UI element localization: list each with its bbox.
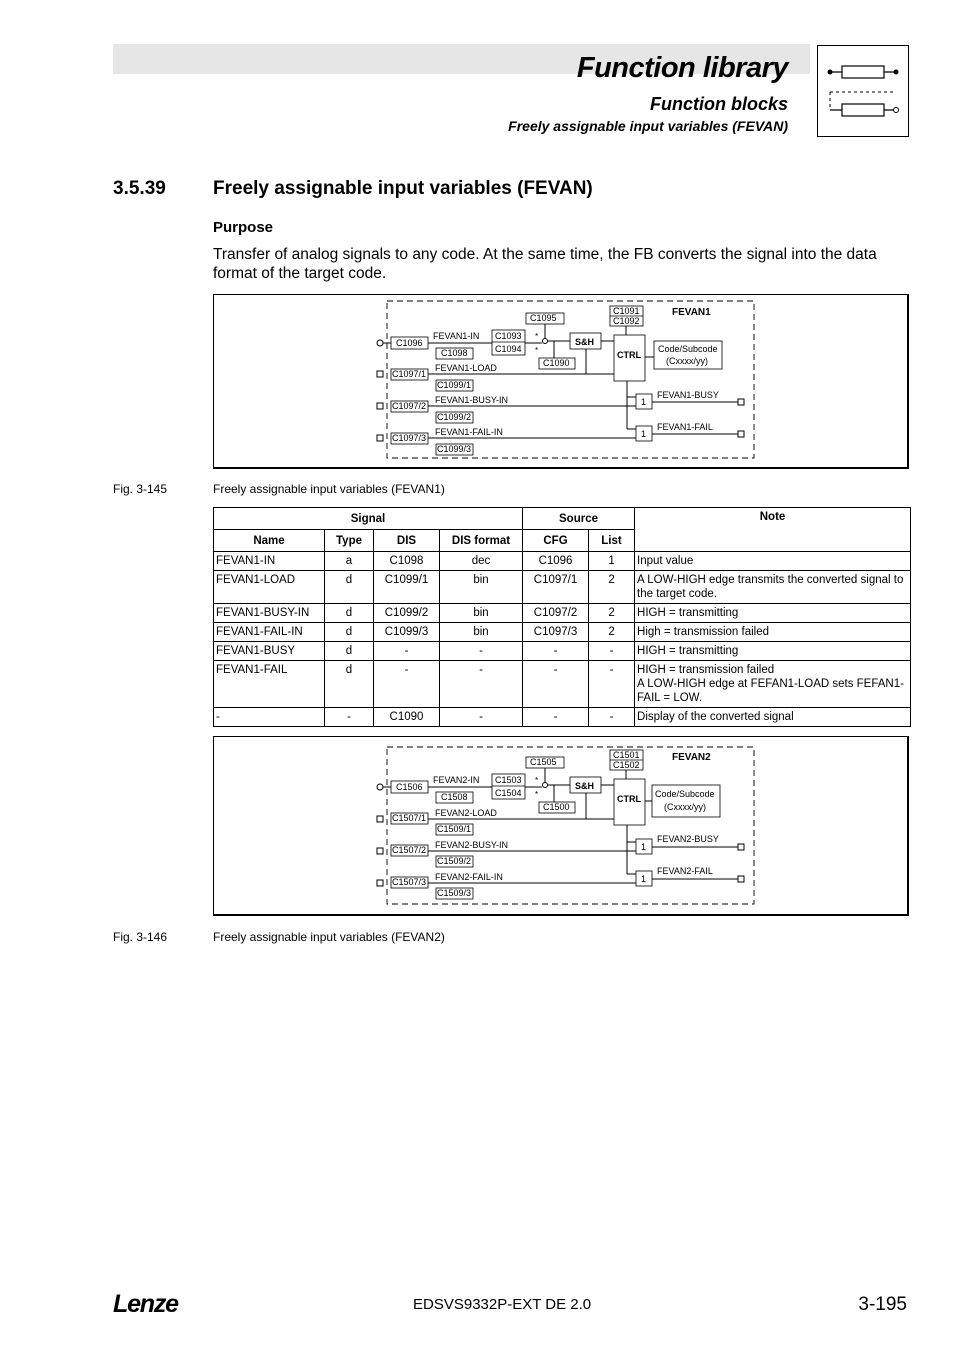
svg-text:1: 1: [641, 429, 647, 439]
figure-number: Fig. 3-145: [113, 482, 168, 496]
svg-text:C1501: C1501: [613, 750, 640, 760]
svg-text:C1098: C1098: [441, 348, 468, 358]
svg-text:C1091: C1091: [613, 306, 640, 316]
svg-text:C1505: C1505: [530, 757, 557, 767]
table-cell-name: FEVAN1-LOAD: [214, 571, 325, 604]
purpose-text: Transfer of analog signals to any code. At the same time, the FB converts the signal into the data format of the target code.: [213, 246, 877, 282]
svg-text:C1097/1: C1097/1: [392, 369, 427, 379]
svg-text:C1095: C1095: [530, 313, 557, 323]
table-cell-dis: -: [374, 642, 440, 661]
table-cell-note: Input value: [635, 552, 911, 571]
table-cell-dis: C1099/2: [374, 604, 440, 623]
svg-text:CTRL: CTRL: [617, 794, 641, 804]
svg-text:FEVAN2-IN: FEVAN2-IN: [433, 775, 480, 785]
svg-text:C1093: C1093: [495, 331, 522, 341]
table-cell-note: Display of the converted signal: [635, 708, 911, 727]
table-header-dis-format: DIS format: [440, 530, 523, 552]
svg-text:FEVAN1-FAIL: FEVAN1-FAIL: [657, 422, 713, 432]
table-cell-dis: -: [374, 661, 440, 708]
table-cell-cfg: C1097/1: [523, 571, 589, 604]
svg-text:C1500: C1500: [543, 802, 570, 812]
table-cell-fmt: -: [440, 661, 523, 708]
document-id: EDSVS9332P-EXT DE 2.0: [413, 1296, 592, 1313]
table-cell-type: d: [325, 604, 374, 623]
table-cell-name: -: [214, 708, 325, 727]
table-cell-type: d: [325, 642, 374, 661]
svg-text:C1508: C1508: [441, 792, 468, 802]
table-cell-name: FEVAN1-BUSY-IN: [214, 604, 325, 623]
svg-text:CTRL: CTRL: [617, 350, 641, 360]
table-cell-list: -: [589, 661, 635, 708]
table-header-type: Type: [325, 530, 374, 552]
svg-text:C1099/1: C1099/1: [437, 380, 472, 390]
svg-text:C1502: C1502: [613, 760, 640, 770]
svg-text:C1507/1: C1507/1: [392, 813, 427, 823]
svg-text:C1094: C1094: [495, 344, 522, 354]
svg-text:C1503: C1503: [495, 775, 522, 785]
table-cell-cfg: C1097/2: [523, 604, 589, 623]
svg-text:C1099/3: C1099/3: [437, 444, 472, 454]
table-cell-list: -: [589, 642, 635, 661]
section-number: 3.5.39: [113, 178, 166, 199]
svg-text:FEVAN2-LOAD: FEVAN2-LOAD: [435, 808, 497, 818]
table-cell-note: HIGH = transmitting: [635, 604, 911, 623]
figure-caption-2: Freely assignable input variables (FEVAN2): [213, 930, 445, 944]
table-row: [214, 708, 911, 727]
table-row: [214, 552, 911, 571]
table-cell-note: A LOW-HIGH edge transmits the converted signal to the target code.: [635, 571, 911, 604]
svg-text:C1509/2: C1509/2: [437, 856, 472, 866]
table-header-note: Note: [635, 508, 911, 552]
page-title: Function library: [576, 52, 788, 84]
svg-text:C1507/3: C1507/3: [392, 877, 427, 887]
table-cell-note: High = transmission failed: [635, 623, 911, 642]
svg-text:Code/Subcode: Code/Subcode: [655, 789, 715, 799]
table-cell-name: FEVAN1-BUSY: [214, 642, 325, 661]
table-cell-type: d: [325, 571, 374, 604]
figure-caption: Freely assignable input variables (FEVAN1): [213, 482, 445, 496]
svg-text:(Cxxxx/yy): (Cxxxx/yy): [666, 356, 708, 366]
svg-text:1: 1: [641, 874, 647, 884]
table-cell-type: -: [325, 708, 374, 727]
svg-text:FEVAN2-BUSY: FEVAN2-BUSY: [657, 834, 719, 844]
lenze-logo: Lenze: [113, 1290, 178, 1318]
svg-text:*: *: [535, 332, 539, 341]
table-cell-dis: C1098: [374, 552, 440, 571]
svg-text:C1097/3: C1097/3: [392, 433, 427, 443]
svg-text:1: 1: [641, 842, 647, 852]
table-cell-list: 2: [589, 604, 635, 623]
svg-text:C1090: C1090: [543, 358, 570, 368]
fevan2-block-diagram: [213, 736, 909, 916]
table-cell-note: HIGH = transmission failed A LOW-HIGH edge at FEFAN1-LOAD sets FEFAN1-FAIL = LOW.: [635, 661, 911, 708]
svg-text:C1099/2: C1099/2: [437, 412, 472, 422]
svg-text:*: *: [535, 346, 539, 355]
svg-text:FEVAN2-BUSY-IN: FEVAN2-BUSY-IN: [435, 840, 509, 850]
svg-text:FEVAN1-FAIL-IN: FEVAN1-FAIL-IN: [435, 427, 503, 437]
table-cell-name: FEVAN1-FAIL: [214, 661, 325, 708]
table-header-list: List: [589, 530, 635, 552]
table-header-cfg: CFG: [523, 530, 589, 552]
table-cell-list: 2: [589, 623, 635, 642]
svg-text:C1509/1: C1509/1: [437, 824, 472, 834]
table-header-dis: DIS: [374, 530, 440, 552]
table-cell-type: d: [325, 623, 374, 642]
block-name: FEVAN1: [672, 307, 711, 318]
table-cell-cfg: -: [523, 708, 589, 727]
page-subtitle: Function blocks: [649, 94, 788, 114]
svg-text:*: *: [535, 776, 539, 785]
page-subsubtitle: Freely assignable input variables (FEVAN): [508, 118, 788, 134]
table-cell-fmt: dec: [440, 552, 523, 571]
table-cell-cfg: C1096: [523, 552, 589, 571]
figure-number-2: Fig. 3-146: [113, 930, 168, 944]
svg-text:C1096: C1096: [396, 338, 423, 348]
table-cell-fmt: bin: [440, 604, 523, 623]
svg-text:C1507/2: C1507/2: [392, 845, 427, 855]
svg-text:C1092: C1092: [613, 316, 640, 326]
svg-text:C1506: C1506: [396, 782, 423, 792]
svg-text:FEVAN1-LOAD: FEVAN1-LOAD: [435, 363, 497, 373]
table-header-name: Name: [214, 530, 325, 552]
table-cell-fmt: -: [440, 708, 523, 727]
svg-text:*: *: [535, 790, 539, 799]
table-cell-fmt: -: [440, 642, 523, 661]
table-cell-name: FEVAN1-IN: [214, 552, 325, 571]
table-row: [214, 623, 911, 642]
table-cell-dis: C1090: [374, 708, 440, 727]
table-row: [214, 571, 911, 604]
svg-text:1: 1: [641, 397, 647, 407]
section-title: Freely assignable input variables (FEVAN): [213, 178, 593, 199]
table-cell-cfg: C1097/3: [523, 623, 589, 642]
table-cell-dis: C1099/1: [374, 571, 440, 604]
table-cell-fmt: bin: [440, 571, 523, 604]
table-group-signal: Signal: [214, 508, 523, 530]
table-row: [214, 661, 911, 708]
svg-text:Code/Subcode: Code/Subcode: [658, 344, 718, 354]
svg-text:FEVAN1-IN: FEVAN1-IN: [433, 331, 480, 341]
svg-text:FEVAN2-FAIL: FEVAN2-FAIL: [657, 866, 713, 876]
table-cell-cfg: -: [523, 642, 589, 661]
signal-table: [213, 507, 911, 727]
function-block-icon: [817, 45, 909, 137]
table-cell-name: FEVAN1-FAIL-IN: [214, 623, 325, 642]
svg-text:S&H: S&H: [575, 337, 595, 347]
page-number: 3-195: [858, 1294, 907, 1315]
table-group-source: Source: [523, 508, 635, 530]
svg-text:FEVAN2-FAIL-IN: FEVAN2-FAIL-IN: [435, 872, 503, 882]
table-cell-list: 1: [589, 552, 635, 571]
table-cell-fmt: bin: [440, 623, 523, 642]
table-cell-dis: C1099/3: [374, 623, 440, 642]
svg-text:C1509/3: C1509/3: [437, 888, 472, 898]
table-cell-cfg: -: [523, 661, 589, 708]
table-cell-list: 2: [589, 571, 635, 604]
table-cell-type: d: [325, 661, 374, 708]
svg-text:S&H: S&H: [575, 781, 595, 791]
svg-text:FEVAN1-BUSY-IN: FEVAN1-BUSY-IN: [435, 395, 509, 405]
purpose-heading: Purpose: [213, 219, 274, 236]
svg-text:(Cxxxx/yy): (Cxxxx/yy): [664, 802, 706, 812]
table-cell-type: a: [325, 552, 374, 571]
table-row: [214, 604, 911, 623]
svg-text:C1097/2: C1097/2: [392, 401, 427, 411]
table-cell-list: -: [589, 708, 635, 727]
svg-text:FEVAN1-BUSY: FEVAN1-BUSY: [657, 390, 719, 400]
fevan1-block-diagram: [213, 294, 909, 469]
table-cell-note: HIGH = transmitting: [635, 642, 911, 661]
svg-text:C1504: C1504: [495, 788, 522, 798]
table-row: [214, 642, 911, 661]
svg-text:FEVAN2: FEVAN2: [672, 752, 711, 763]
